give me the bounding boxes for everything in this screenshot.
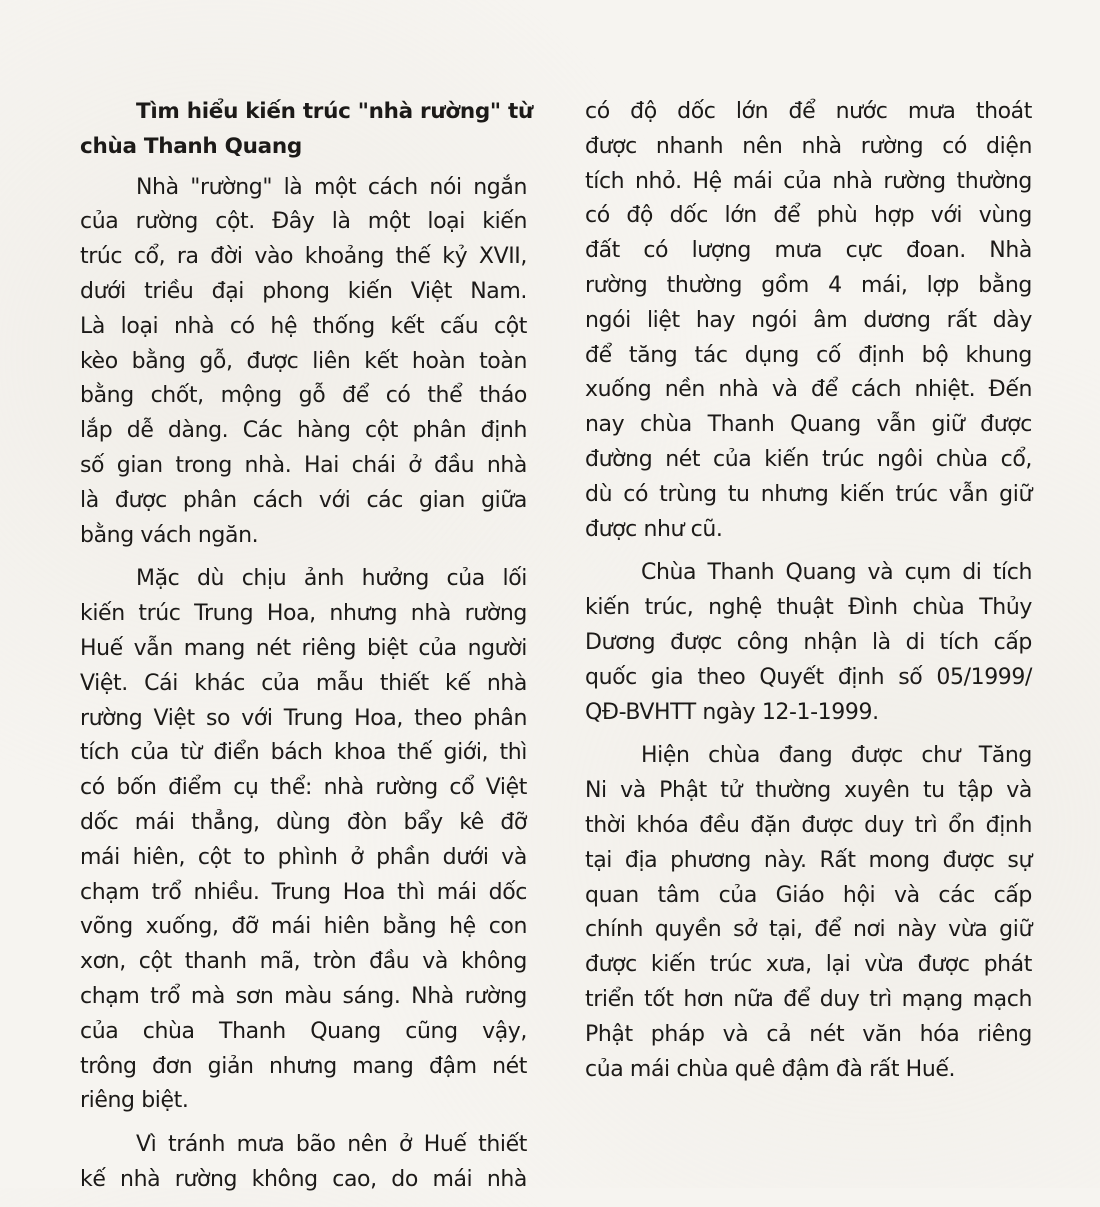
- text-line: có độ dốc lớn để phù hợp với vùng: [585, 203, 1032, 229]
- text-line: số gian trong nhà. Hai chái ở đầu nhà: [80, 452, 527, 478]
- text-line: Ni và Phật tử thường xuyên tu tập và: [585, 778, 1032, 804]
- text-line: Vì tránh mưa bão nên ở Huế thiết: [136, 1132, 527, 1158]
- left-paragraphs: [80, 171, 527, 1198]
- text-line: dưới triều đại phong kiến Việt Nam.: [80, 278, 527, 304]
- paragraph: [585, 556, 1032, 730]
- text-line: là được phân cách với các gian giữa: [80, 487, 527, 513]
- text-line: triển tốt hơn nữa để duy trì mạng mạch: [585, 986, 1032, 1012]
- text-line: Mặc dù chịu ảnh hưởng của lối: [136, 566, 527, 592]
- text-line: trúc cổ, ra đời vào khoảng thế kỷ XVII,: [80, 244, 527, 270]
- text-line: xơn, cột thanh mã, tròn đầu và không: [80, 949, 527, 975]
- text-line: tại địa phương này. Rất mong được sự: [585, 847, 1032, 873]
- text-line: ngói liệt hay ngói âm dương rất dày: [585, 307, 1032, 333]
- left-column: [80, 95, 533, 1207]
- text-line: võng xuống, đỡ mái hiên bằng hệ con: [80, 914, 527, 940]
- text-line: chính quyền sở tại, để nơi này vừa giữ: [585, 917, 1032, 943]
- text-line: dốc mái thẳng, dùng đòn bẩy kê đỡ: [80, 809, 527, 835]
- text-line: tích của từ điển bách khoa thế giới, thì: [80, 740, 527, 766]
- text-line: kiến trúc, nghệ thuật Đình chùa Thủy: [585, 595, 1032, 621]
- text-line: được kiến trúc xưa, lại vừa được phát: [585, 952, 1032, 978]
- title-line: chùa Thanh Quang: [80, 133, 302, 159]
- text-line: đường nét của kiến trúc ngôi chùa cổ,: [585, 446, 1032, 472]
- text-line: chạm trổ nhiều. Trung Hoa thì mái dốc: [80, 879, 527, 905]
- right-paragraphs: [585, 95, 1032, 1087]
- text-line: của mái chùa quê đậm đà rất Huế.: [585, 1056, 956, 1082]
- text-line: Dương được công nhận là di tích cấp: [585, 629, 1032, 655]
- text-line: thời khóa đều đặn được duy trì ổn định: [585, 812, 1032, 838]
- text-line: xuống nền nhà và để cách nhiệt. Đến: [585, 377, 1032, 403]
- text-line: Là loại nhà có hệ thống kết cấu cột: [80, 313, 527, 339]
- text-line: đất có lượng mưa cực đoan. Nhà: [585, 238, 1032, 264]
- text-line: kiến trúc Trung Hoa, nhưng nhà rường: [80, 601, 527, 627]
- text-line: Huế vẫn mang nét riêng biệt của người: [80, 635, 527, 661]
- text-line: của rường cột. Đây là một loại kiến: [80, 209, 527, 235]
- paragraph: [585, 739, 1032, 1087]
- text-line: Chùa Thanh Quang và cụm di tích: [641, 560, 1032, 586]
- text-line: bằng chốt, mộng gỗ để có thể tháo: [80, 383, 527, 409]
- paragraph: [585, 95, 1032, 547]
- text-line: Nhà "rường" là một cách nói ngắn: [136, 174, 527, 200]
- text-line: Hiện chùa đang được chư Tăng: [641, 743, 1032, 769]
- text-line: được như cũ.: [585, 516, 723, 542]
- text-line: nay chùa Thanh Quang vẫn giữ được: [585, 412, 1032, 438]
- text-line: có bốn điểm cụ thể: nhà rường cổ Việt: [80, 775, 527, 801]
- text-line: rường thường gồm 4 mái, lợp bằng: [585, 272, 1032, 298]
- text-line: kèo bằng gỗ, được liên kết hoàn toàn: [80, 348, 527, 374]
- text-line: quốc gia theo Quyết định số 05/1999/: [585, 664, 1032, 690]
- text-line: trông đơn giản nhưng mang đậm nét: [80, 1053, 527, 1079]
- paragraph: [80, 562, 527, 1119]
- text-line: Phật pháp và cả nét văn hóa riêng: [585, 1021, 1032, 1047]
- text-line: tích nhỏ. Hệ mái của nhà rường thường: [585, 168, 1032, 194]
- text-line: QĐ-BVHTT ngày 12-1-1999.: [585, 699, 879, 725]
- right-column: [585, 95, 1032, 1096]
- text-line: rường Việt so với Trung Hoa, theo phân: [80, 705, 527, 731]
- text-line: quan tâm của Giáo hội và các cấp: [585, 882, 1032, 908]
- text-line: riêng biệt.: [80, 1088, 189, 1114]
- text-line: lắp dễ dàng. Các hàng cột phân định: [80, 418, 527, 444]
- title-line: Tìm hiểu kiến trúc "nhà rường" từ: [136, 99, 533, 124]
- text-line: để tăng tác dụng cố định bộ khung: [585, 342, 1032, 368]
- article-title: [80, 95, 533, 165]
- text-line: chạm trổ mà sơn màu sáng. Nhà rường: [80, 983, 527, 1009]
- paragraph: [80, 1128, 527, 1198]
- text-line: mái hiên, cột to phình ở phần dưới và: [80, 844, 527, 870]
- text-line: Việt. Cái khác của mẫu thiết kế nhà: [80, 670, 527, 696]
- text-line: dù có trùng tu nhưng kiến trúc vẫn giữ: [585, 481, 1032, 507]
- paragraph: [80, 171, 527, 554]
- text-line: bằng vách ngăn.: [80, 522, 259, 548]
- text-line: được nhanh nên nhà rường có diện: [585, 133, 1032, 159]
- text-line: của chùa Thanh Quang cũng vậy,: [80, 1018, 527, 1044]
- text-line: kế nhà rường không cao, do mái nhà: [80, 1166, 527, 1192]
- text-line: có độ dốc lớn để nước mưa thoát: [585, 99, 1032, 124]
